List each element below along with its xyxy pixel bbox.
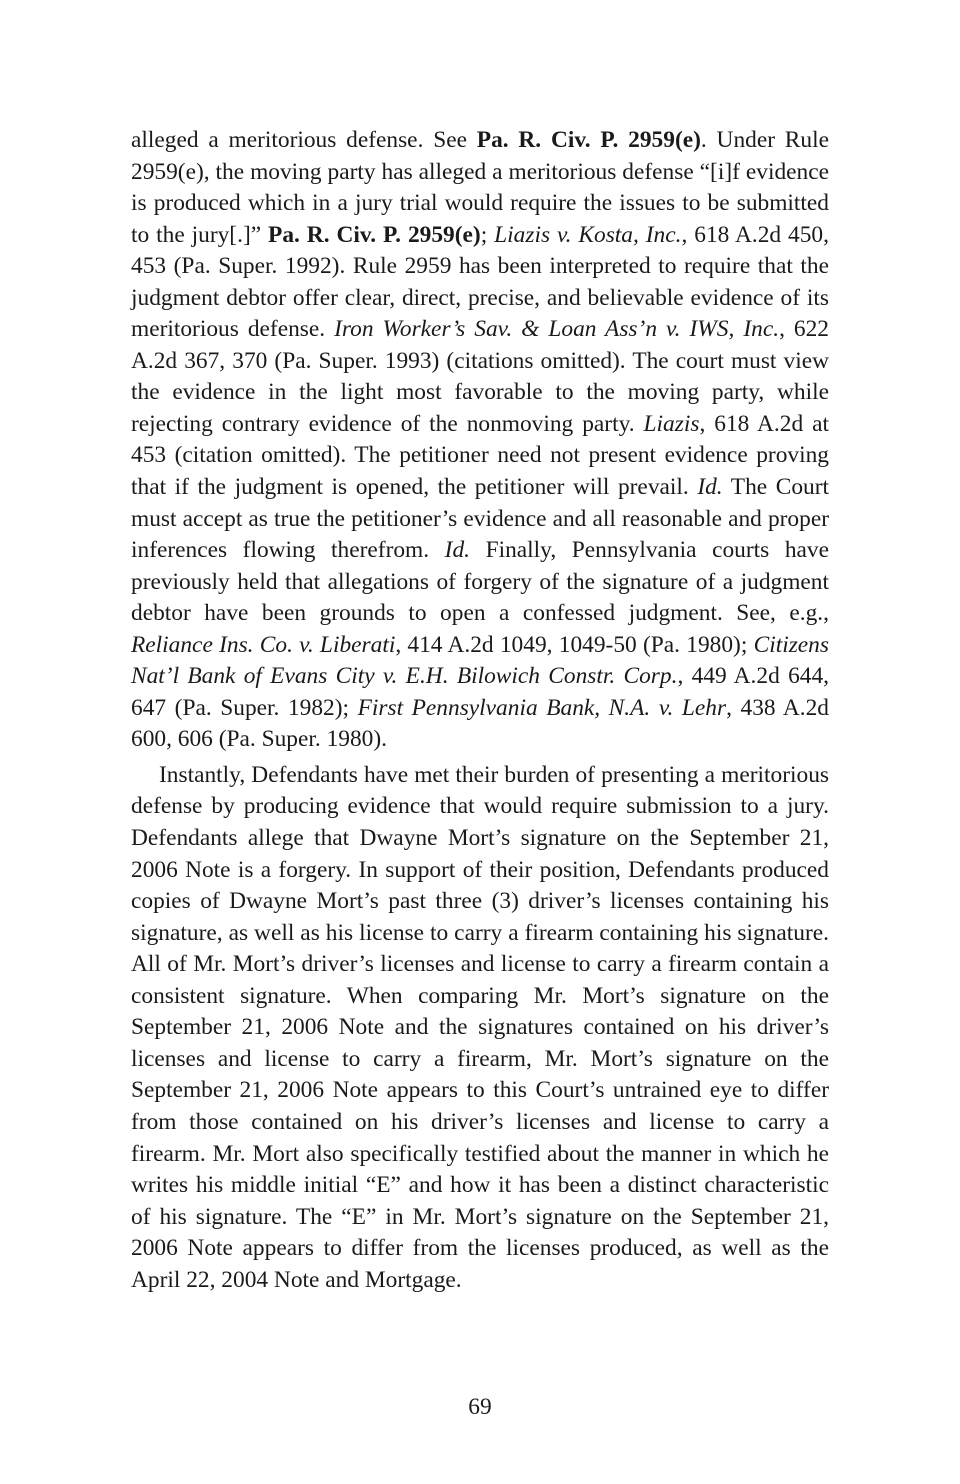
text-run: ; — [480, 221, 495, 248]
case-citation: Citizens Nat’l Bank of Evans City v. E.H. Bilowich Constr. Corp. — [131, 631, 829, 690]
case-citation: First Pennsylvania Bank, N.A. v. Lehr — [357, 694, 727, 721]
paragraph-2: Instantly, Defendants have met their burden of presenting a meritorious defense by producing evidence that would require submission to a jury. Defendants allege that Dwayne Mort’s signature on the September 21, 2006 Note is a forgery. In support of their position, Defendants produced copies of Dwayne Mort’s past three (3) driver’s licenses containing his signature, as well as his license to carry a firearm containing his signature. All of Mr. Mort’s driver’s licenses and license to carry a firearm contain a consistent signature. When comparing Mr. Mort’s signature on the September 21, 2006 Note and the signatures contained on his driver’s licenses and license to carry a firearm, Mr. Mort’s signature on the September 21, 2006 Note appears to this Court’s untrained eye to differ from those contained on his driver’s licenses and license to carry a firearm. Mr. Mort also specifically testified about the manner in which he writes his middle initial “E” and how it has been a distinct characteristic of his signature. The “E” in Mr. Mort’s signature on the September 21, 2006 Note appears to differ from the licenses produced, as well as the April 22, 2004 Note and Mortgage. — [131, 761, 829, 1293]
text-run: , 438 A.2d 600, 606 (Pa. Super. 1980). — [131, 694, 829, 753]
text-run: alleged a meritorious defense. See — [131, 127, 477, 153]
text-run: , 414 A.2d 1049, 1049-50 (Pa. 1980); — [395, 631, 754, 658]
id-citation: Id. — [697, 474, 723, 501]
text-run: . Under Rule 2959(e), the moving party has alleged a meritorious defense “[i]f evidence is produced which in a jury trial would require the issues to be submitted to the jury[.]” — [131, 127, 829, 248]
text-run: , 618 A.2d 450, 453 (Pa. Super. 1992). Rule 2959 has been interpreted to require that the judgment debtor offer clear, direct, precise, and believable evidence of its meritorious defense. — [131, 221, 829, 343]
text-run: Finally, Pennsylvania courts have previously held that allegations of forgery of the signature of a judgment debtor have been grounds to open a confessed judgment. See, e.g., — [131, 537, 829, 627]
page-number: 69 — [468, 1394, 492, 1420]
rule-citation: Pa. R. Civ. P. 2959(e) — [268, 221, 481, 248]
page-body — [131, 125, 829, 1296]
text-run: , 618 A.2d at 453 (citation omitted). The petitioner need not present evidence proving that if the judgment is opened, the petitioner will prevail. — [131, 410, 829, 501]
paragraph-1 — [131, 125, 829, 756]
case-citation: Iron Worker’s Sav. & Loan Ass’n v. IWS, Inc. — [334, 316, 780, 343]
text-run: , 449 A.2d 644, 647 (Pa. Super. 1982); — [131, 663, 830, 721]
id-citation: Id. — [444, 537, 471, 564]
case-citation: Reliance Ins. Co. v. Liberati — [131, 631, 396, 658]
case-citation: Liazis v. Kosta, Inc. — [494, 221, 682, 248]
case-citation: Liazis — [643, 410, 700, 437]
text-run: The Court must accept as true the petitioner’s evidence and all reasonable and proper inferences flowing therefrom. — [131, 474, 830, 564]
text-run: , 622 A.2d 367, 370 (Pa. Super. 1993) (citations omitted). The court must view the evidence in the light most favorable to the moving party, while rejecting contrary evidence of the nonmoving party. — [131, 316, 829, 437]
rule-citation: Pa. R. Civ. P. 2959(e) — [476, 127, 701, 153]
